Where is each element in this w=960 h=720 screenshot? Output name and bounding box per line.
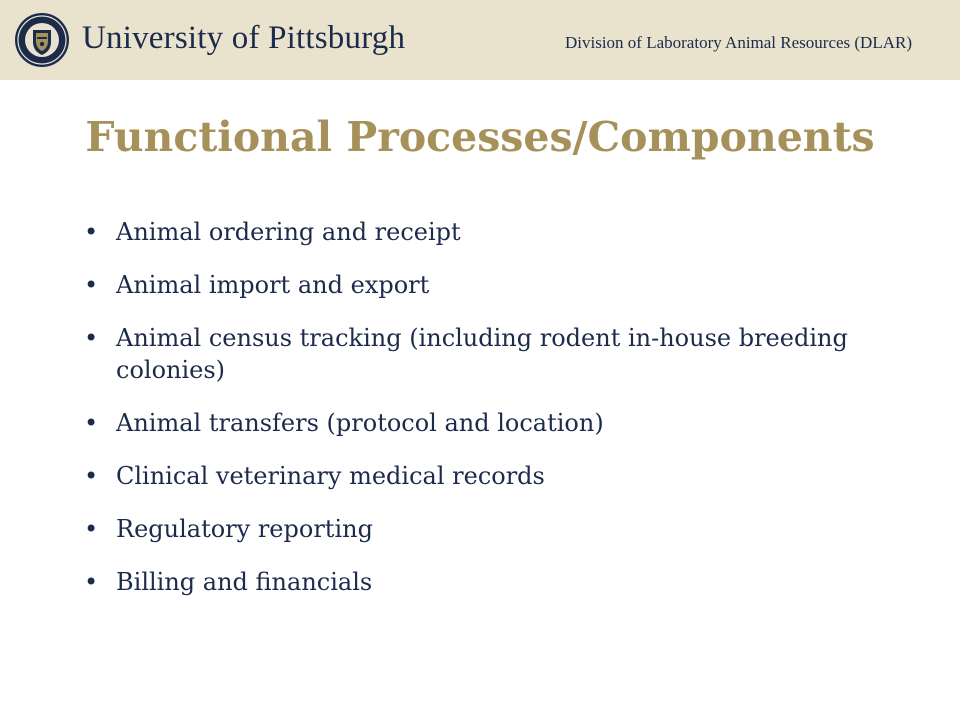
bullet-item <box>80 322 880 386</box>
bullet-text: Billing and financials <box>116 568 373 596</box>
division-name: Division of Laboratory Animal Resources (DLAR) <box>564 33 912 52</box>
bullet-item <box>80 460 880 492</box>
slide-title: Functional Processes/Components <box>85 113 875 161</box>
bullet-text: Clinical veterinary medical records <box>116 462 545 490</box>
bullet-text: Regulatory reporting <box>116 515 373 543</box>
bullet-text: Animal census tracking (including rodent in-house breeding colonies) <box>116 324 848 384</box>
bullet-icon: • <box>84 271 99 299</box>
university-wordmark: University of Pittsburgh <box>82 20 406 56</box>
bullet-item <box>80 216 880 248</box>
university-seal-icon <box>14 12 70 68</box>
bullet-icon: • <box>84 462 99 490</box>
bullet-icon: • <box>84 324 99 352</box>
bullet-icon: • <box>84 218 99 246</box>
bullet-icon: • <box>84 409 99 437</box>
bullet-item <box>80 269 880 301</box>
bullet-text: Animal import and export <box>116 271 430 299</box>
bullet-item <box>80 566 880 598</box>
bullet-icon: • <box>84 515 99 543</box>
bullet-text: Animal ordering and receipt <box>116 218 461 246</box>
bullet-item <box>80 407 880 439</box>
slide-header <box>0 0 960 80</box>
bullet-item <box>80 513 880 545</box>
bullet-icon: • <box>84 568 99 596</box>
bullet-text: Animal transfers (protocol and location) <box>116 409 604 437</box>
bullet-list <box>80 216 880 619</box>
